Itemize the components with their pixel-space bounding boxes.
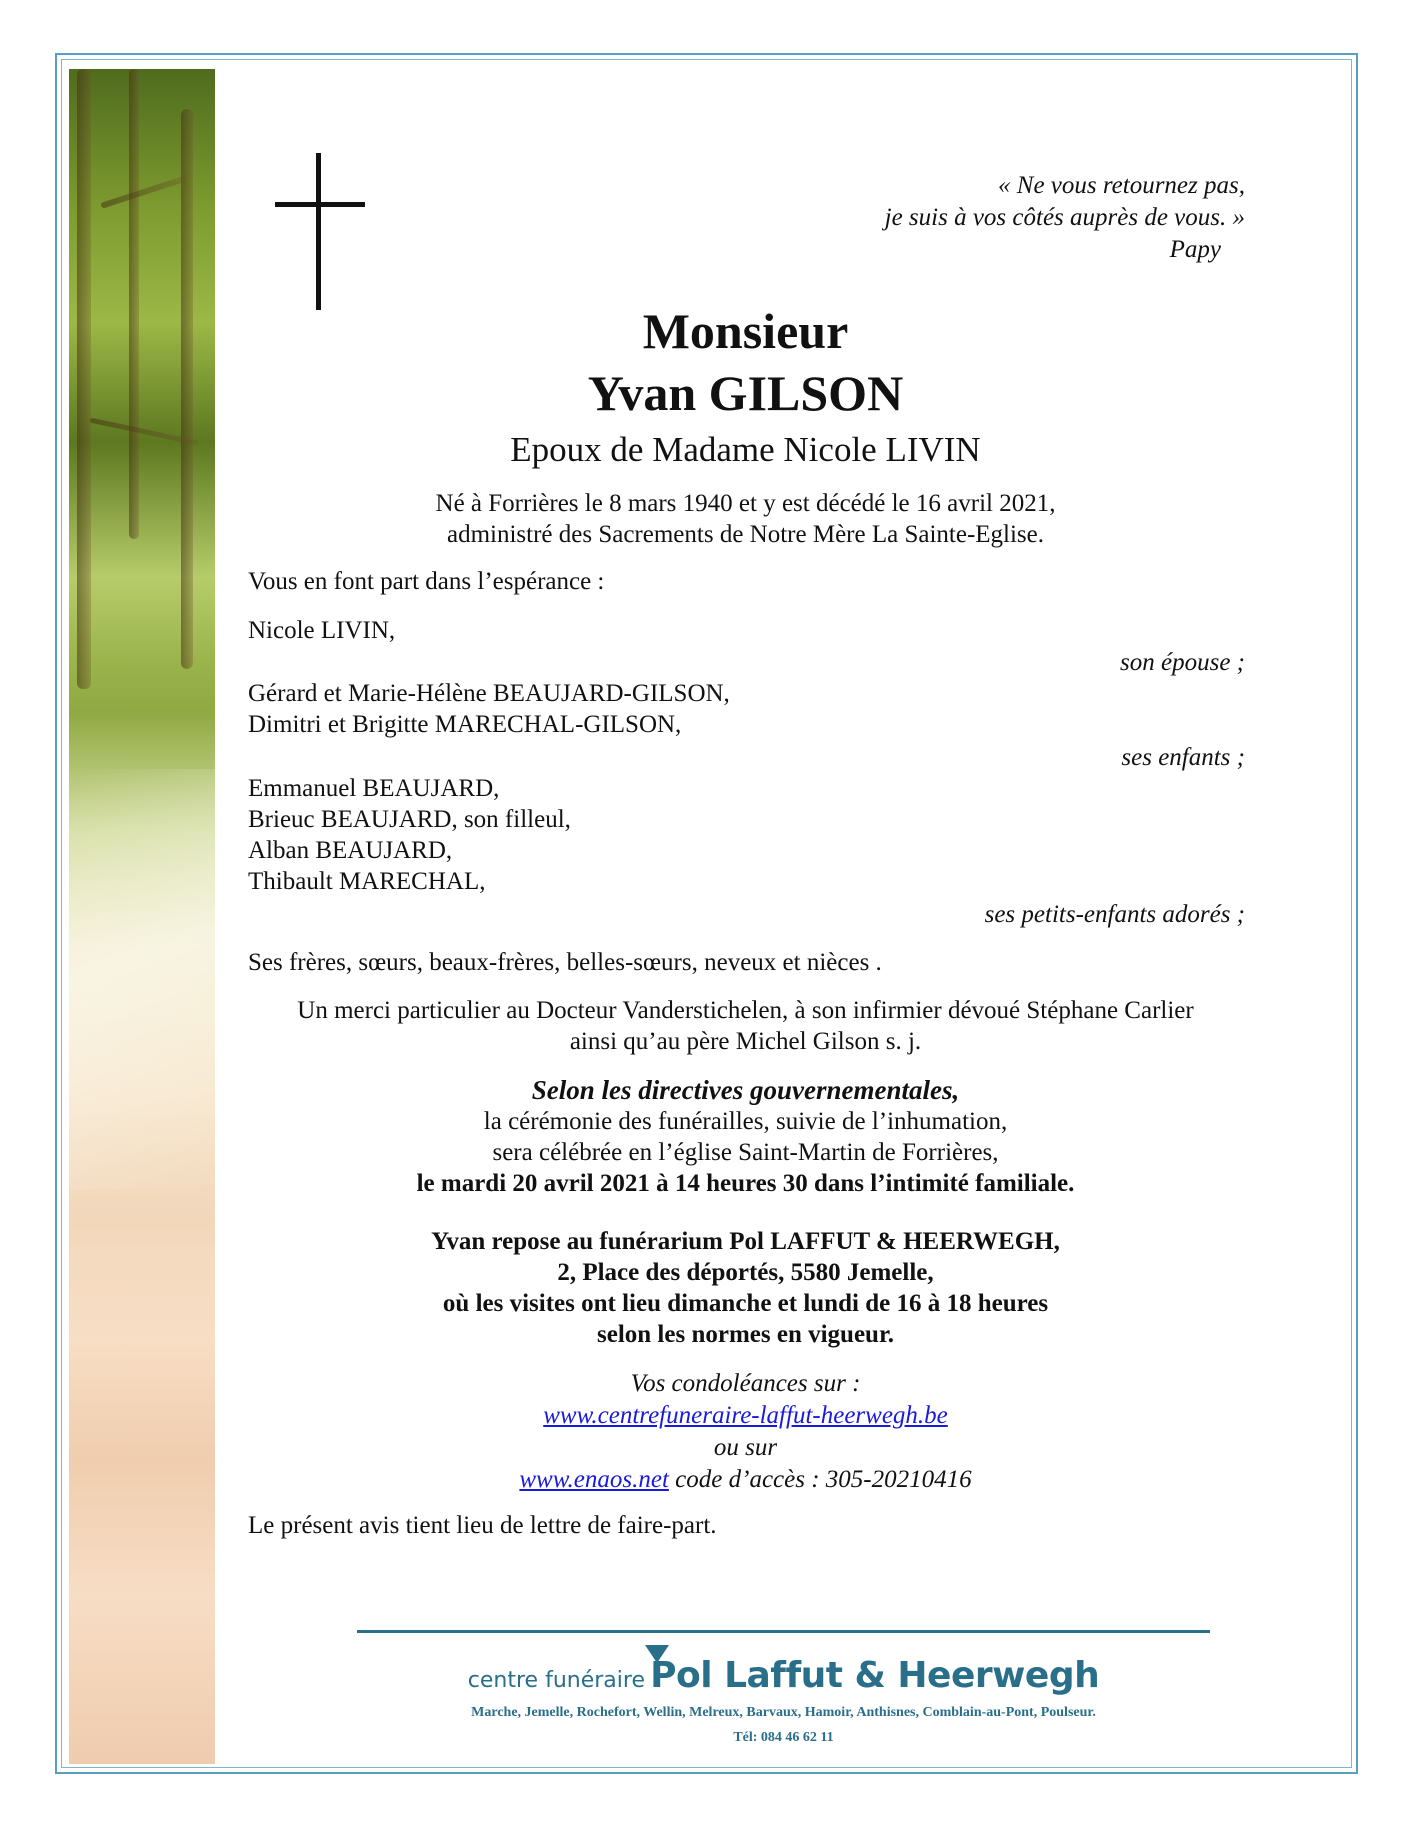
list-item: Emmanuel BEAUJARD, [248,775,500,802]
deceased-spouse: Epoux de Madame Nicole LIVIN [510,430,981,469]
family-children [248,678,730,740]
ceremony-line-2: sera célébrée en l’église Saint-Martin de Forrières, [492,1139,999,1166]
logo-brand: Pol Laffut & Heerwegh [650,1655,1100,1696]
rest-line-3: où les visites ont lieu dimanche et lundi de 16 à 18 heures [442,1290,1049,1317]
deceased-title: Monsieur [642,303,849,359]
ceremony-line-1: la cérémonie des funérailles, suivie de l’inhumation, [483,1108,1008,1135]
thanks-line-2: ainsi qu’au père Michel Gilson s. j. [569,1028,922,1055]
logo-prefix: centre funéraire [467,1668,645,1693]
list-item: Thibault MARECHAL, [248,868,486,895]
quote-line-2: je suis à vos côtés auprès de vous. » [884,204,1245,231]
family-grandchildren-role: ses petits-enfants adorés ; [984,901,1245,928]
funerarium-info [248,1226,1243,1350]
rest-line-4: selon les normes en vigueur. [597,1321,894,1348]
footer-phone: Tél: 084 46 62 11 [733,1730,834,1745]
cross-icon [275,153,365,310]
list-item: Alban BEAUJARD, [248,837,453,864]
list-item: Gérard et Marie-Hélène BEAUJARD-GILSON, [248,680,730,707]
rest-line-1: Yvan repose au funérarium Pol LAFFUT & HEERWEGH, [431,1228,1060,1255]
funeral-home-logo [357,1655,1210,1696]
family-children-role: ses enfants ; [1121,744,1245,771]
thanks-line-1: Un merci particulier au Docteur Vanderstichelen, à son infirmier dévoué Stéphane Carlier [297,997,1194,1024]
footer-locations: Marche, Jemelle, Rochefort, Wellin, Melreux, Barvaux, Hamoir, Anthisnes, Comblain-au-Pont, Poulseur. [471,1705,1096,1720]
family-grandchildren [248,773,571,897]
rest-line-2: 2, Place des déportés, 5580 Jemelle, [557,1259,934,1286]
family-spouse-name: Nicole LIVIN, [248,617,396,644]
birth-line-1: Né à Forrières le 8 mars 1940 et y est décédé le 16 avril 2021, [435,490,1056,517]
footer-divider [357,1630,1210,1633]
condolences-or: ou sur [713,1434,778,1461]
list-item: Dimitri et Brigitte MARECHAL-GILSON, [248,711,682,738]
announcement: Vous en font part dans l’espérance : [248,568,605,595]
ceremony-heading: Selon les directives gouvernementales, [531,1075,960,1105]
epitaph-quote [885,170,1245,266]
ceremony-date: le mardi 20 avril 2021 à 14 heures 30 dans l’intimité familiale. [416,1170,1075,1197]
deceased-name: Yvan GILSON [587,365,904,421]
birth-line-2: administré des Sacrements de Notre Mère La Sainte-Eglise. [446,521,1045,548]
list-item: Brieuc BEAUJARD, son filleul, [248,806,571,833]
thanks-note [248,995,1243,1057]
ceremony-info [248,1075,1243,1199]
access-code: code d’accès : 305-20210416 [668,1466,972,1493]
birth-death-info [248,488,1243,550]
quote-signature: Papy [1169,236,1221,263]
condolences-info [248,1368,1243,1496]
family-spouse-role: son épouse ; [1120,649,1245,676]
condolences-link-funeral-center[interactable]: www.centrefuneraire-laffut-heerwegh.be [543,1402,948,1429]
condolences-link-enaos[interactable]: www.enaos.net [519,1466,669,1493]
closing-note: Le présent avis tient lieu de lettre de faire-part. [248,1512,717,1539]
condolences-intro: Vos condoléances sur : [630,1370,861,1397]
forest-path-image [69,69,215,1764]
family-others: Ses frères, sœurs, beaux-frères, belles-sœurs, neveux et nièces . [248,949,882,976]
quote-line-1: « Ne vous retournez pas, [998,172,1245,199]
